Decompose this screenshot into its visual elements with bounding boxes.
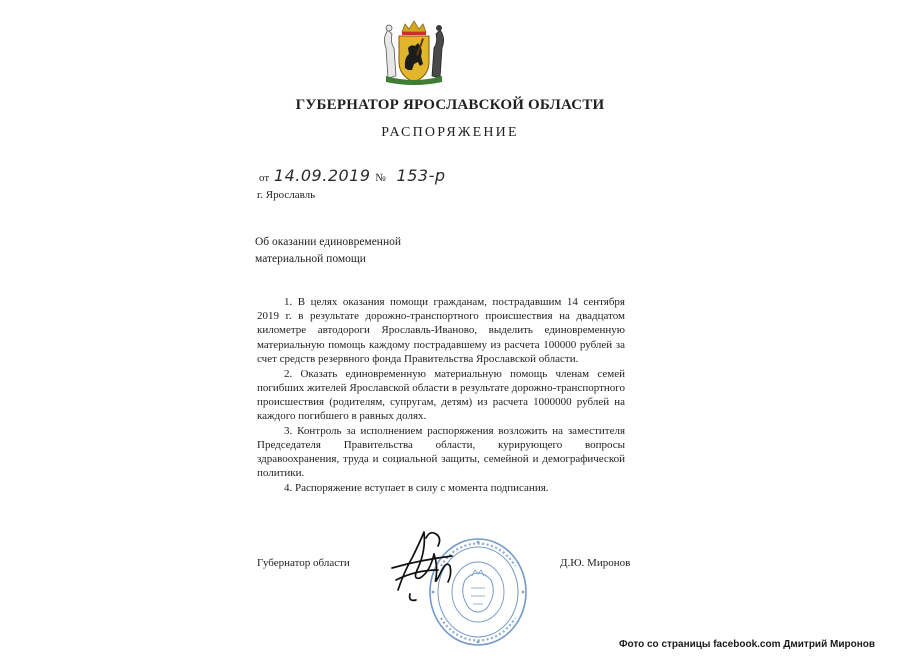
- document-type: РАСПОРЯЖЕНИЕ: [381, 125, 519, 140]
- document-body: [257, 295, 625, 496]
- date-number-line: [257, 166, 446, 185]
- date-prefix: от: [259, 172, 270, 184]
- handwritten-signature-icon: [390, 520, 465, 605]
- signatory-name: Д.Ю. Миронов: [560, 557, 631, 569]
- number-prefix: №: [375, 172, 386, 184]
- document-date: 14.09.2019: [273, 166, 371, 185]
- subject-line: Об оказании единовременной: [255, 236, 402, 248]
- document-subject: [255, 234, 401, 268]
- signatory-role: Губернатор области: [257, 557, 350, 569]
- paragraph-4: 4. Распоряжение вступает в силу с момента подписания.: [284, 482, 549, 495]
- paragraph-1: 1. В целях оказания помощи гражданам, пострадавшим 14 сентября 2019 г. в результате дорожно-транспортного происшествия на двадцатом километре автодороги Ярославль-Иваново, выделить единовременную материальную помощь каждому пострадавшему из расчета 100000 рублей за счет средств резервного фонда Правительства Ярославской области.: [257, 296, 625, 365]
- subject-line: материальной помощи: [255, 253, 366, 265]
- paragraph-3: 3. Контроль за исполнением распоряжения возложить на заместителя Председателя Правительства области, курирующего вопросы здравоохранения, труда и социальной защиты, семейной и демографической политики.: [257, 424, 625, 480]
- document-number: 153-р: [396, 166, 446, 185]
- yaroslavl-coat-of-arms-icon: [378, 18, 450, 88]
- document-title: ГУБЕРНАТОР ЯРОСЛАВСКОЙ ОБЛАСТИ: [295, 97, 605, 113]
- photo-credit-caption: Фото со страницы facebook.com Дмитрий Миронов: [618, 639, 875, 650]
- paragraph-2: 2. Оказать единовременную материальную помощь членам семей погибших жителей Ярославской области в результате дорожно-транспортного происшествия (родителям, супругам, детям) из расчета 1000000 рублей на каждого погибшего в равных долях.: [257, 367, 625, 423]
- document-city: г. Ярославль: [257, 189, 316, 201]
